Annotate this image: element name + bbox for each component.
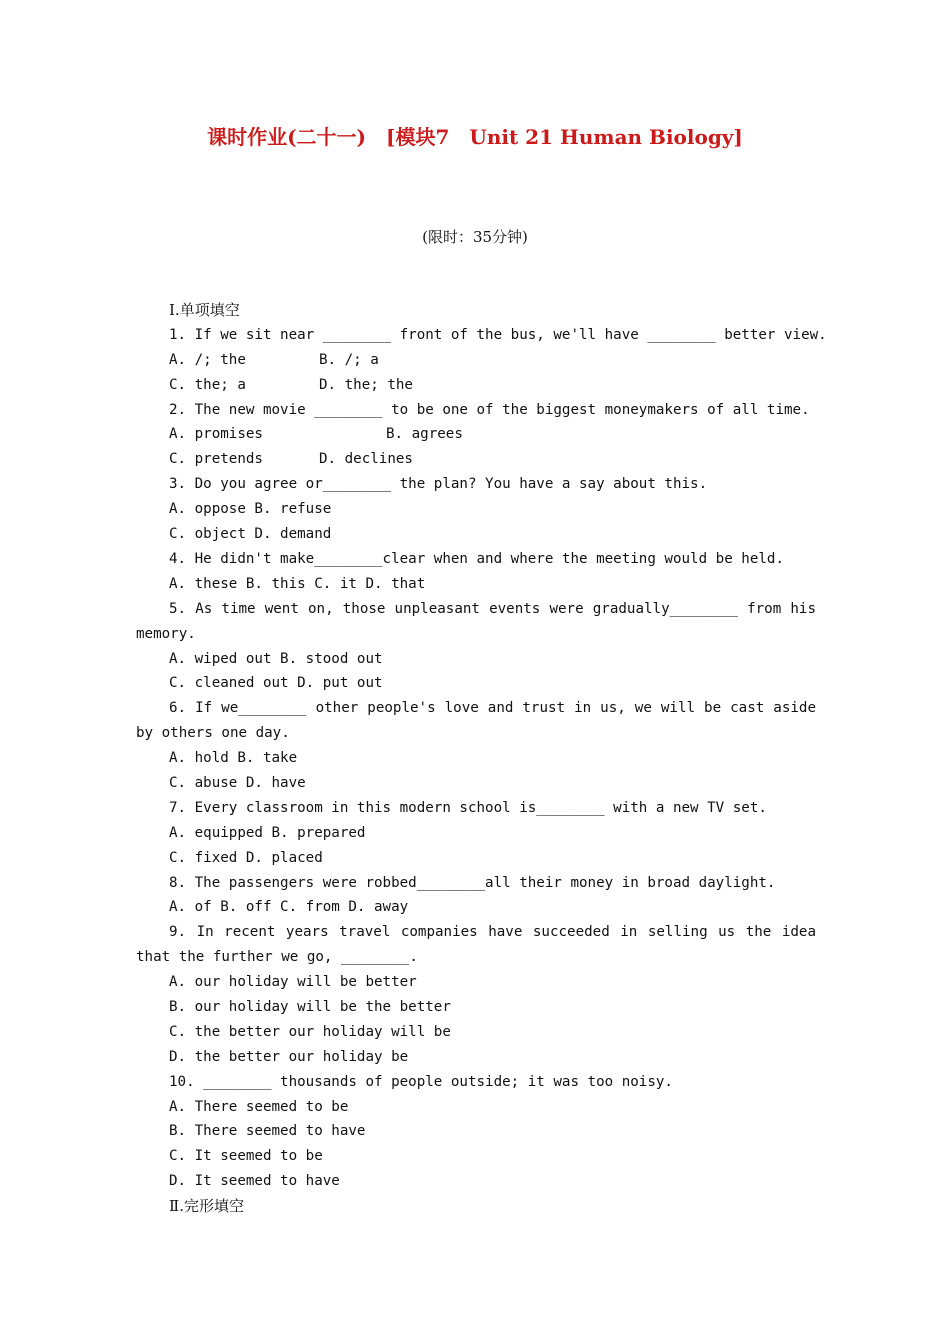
option-row: C. fixed D. placed xyxy=(169,849,323,866)
question-stem: 8. The passengers were robbed________all their money in broad daylight. xyxy=(169,874,776,891)
option-row: A. equipped B. prepared xyxy=(169,824,366,841)
option-row: C. object D. demand xyxy=(169,526,332,543)
question-stem: 7. Every classroom in this modern school is________ with a new TV set. xyxy=(169,799,767,816)
option: B. There seemed to have xyxy=(169,1123,366,1140)
option: C. the; a xyxy=(169,376,246,393)
question-stem: 5. As time went on, those unpleasant events were gradually________ from his memory. xyxy=(136,600,816,642)
option-row: C. cleaned out D. put out xyxy=(169,675,383,692)
question-stem: 1. If we sit near ________ front of the bus, we'll have ________ better view. xyxy=(169,326,827,343)
option: B. /; a xyxy=(319,351,379,368)
option: C. pretends xyxy=(169,451,263,468)
time-limit: (限时：35分钟) xyxy=(422,228,528,246)
option: A. /; the xyxy=(169,351,246,368)
option-row: C. abuse D. have xyxy=(169,774,306,791)
question-stem: 4. He didn't make________clear when and where the meeting would be held. xyxy=(169,550,784,567)
question-stem: 6. If we________ other people's love and trust in us, we will be cast aside by others one day. xyxy=(136,700,816,742)
section-heading: Ⅱ.完形填空 xyxy=(169,1197,244,1216)
option-row: A. these B. this C. it D. that xyxy=(169,575,426,592)
option: A. our holiday will be better xyxy=(169,974,417,991)
question-stem: 9. In recent years travel companies have succeeded in selling us the idea that the further we go, ________. xyxy=(136,924,816,966)
question-stem: 10. ________ thousands of people outside; it was too noisy. xyxy=(169,1073,673,1090)
option: C. the better our holiday will be xyxy=(169,1023,451,1040)
option: D. declines xyxy=(319,451,413,468)
option-row xyxy=(136,422,816,447)
option: D. It seemed to have xyxy=(169,1173,340,1190)
option-row xyxy=(136,373,816,398)
option-row xyxy=(136,447,816,472)
option: A. promises xyxy=(169,426,263,443)
option-row: A. oppose B. refuse xyxy=(169,501,332,518)
option: B. agrees xyxy=(386,426,463,443)
option-row: A. hold B. take xyxy=(169,750,298,767)
page-title: 课时作业(二十一) [模块7 Unit 21 Human Biology] xyxy=(207,125,743,149)
option: D. the better our holiday be xyxy=(169,1048,409,1065)
option-row xyxy=(136,348,816,373)
section-heading: Ⅰ.单项填空 xyxy=(169,301,240,319)
option-row: A. of B. off C. from D. away xyxy=(169,899,409,916)
question-list xyxy=(136,298,827,1219)
option: B. our holiday will be the better xyxy=(169,999,451,1016)
option-row: A. wiped out B. stood out xyxy=(169,650,383,667)
option: A. There seemed to be xyxy=(169,1098,349,1115)
question-stem: 2. The new movie ________ to be one of the biggest moneymakers of all time. xyxy=(169,401,810,418)
option: D. the; the xyxy=(319,376,413,393)
question-stem: 3. Do you agree or________ the plan? You have a say about this. xyxy=(169,476,708,493)
option: C. It seemed to be xyxy=(169,1148,323,1165)
